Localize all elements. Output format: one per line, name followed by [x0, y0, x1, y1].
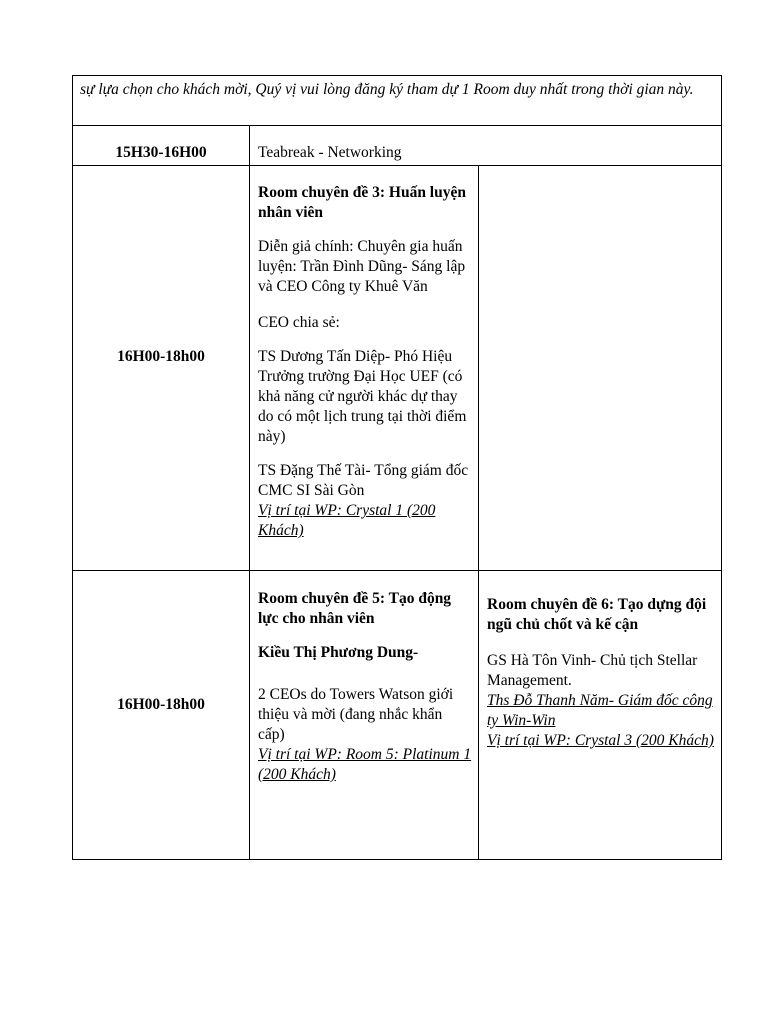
- session-a-time: 16H00-18h00: [117, 348, 205, 365]
- room3-speaker-1: TS Dương Tấn Diệp- Phó Hiệu Trưởng trường Đại Học UEF (có khả năng cử người khác dự thay do có một lịch trung tại thời điểm này): [258, 348, 467, 445]
- session-b-time-cell: [72, 570, 249, 860]
- room3-ceo-label: CEO chia sẻ:: [258, 314, 340, 331]
- teabreak-time-cell: [72, 125, 249, 165]
- intro-note: sự lựa chọn cho khách mời, Quý vị vui lòng đăng ký tham dự 1 Room duy nhất trong thời gian này.: [80, 81, 694, 98]
- room5-cell: [249, 570, 478, 860]
- room5-note: 2 CEOs do Towers Watson giới thiệu và mời (đang nhắc khẩn cấp): [258, 686, 454, 743]
- room3-cell: [249, 165, 478, 570]
- session-a-empty-cell: [478, 165, 722, 570]
- room6-speaker-1: GS Hà Tôn Vinh- Chủ tịch Stellar Management.: [487, 652, 698, 689]
- session-b-time: 16H00-18h00: [117, 696, 205, 713]
- teabreak-time: 15H30-16H00: [115, 144, 207, 161]
- room5-title: Room chuyên đề 5: Tạo động lực cho nhân viên: [258, 590, 452, 627]
- room6-location: Vị trí tại WP: Crystal 3 (200 Khách): [487, 732, 714, 749]
- room3-main-speaker: Diễn giả chính: Chuyên gia huấn luyện: Trần Đình Dũng- Sáng lập và CEO Công ty Khuê Văn: [258, 238, 466, 295]
- room5-speaker: Kiều Thị Phương Dung-: [258, 644, 419, 661]
- session-a-time-cell: [72, 165, 249, 570]
- room6-speaker-2: Ths Đỗ Thanh Năm- Giám đốc công ty Win-Win: [487, 692, 713, 729]
- teabreak-activity-cell: [249, 125, 722, 165]
- room3-title: Room chuyên đề 3: Huấn luyện nhân viên: [258, 184, 466, 221]
- room6-title: Room chuyên đề 6: Tạo dựng đội ngũ chủ chốt và kế cận: [487, 596, 707, 633]
- room6-cell: [478, 570, 722, 860]
- intro-note-cell: [72, 75, 722, 125]
- teabreak-activity: Teabreak - Networking: [258, 144, 402, 161]
- room5-location: Vị trí tại WP: Room 5: Platinum 1 (200 Khách): [258, 746, 472, 783]
- room3-location: Vị trí tại WP: Crystal 1 (200 Khách): [258, 502, 436, 539]
- room3-speaker-2: TS Đặng Thế Tài- Tổng giám đốc CMC SI Sài Gòn: [258, 462, 469, 499]
